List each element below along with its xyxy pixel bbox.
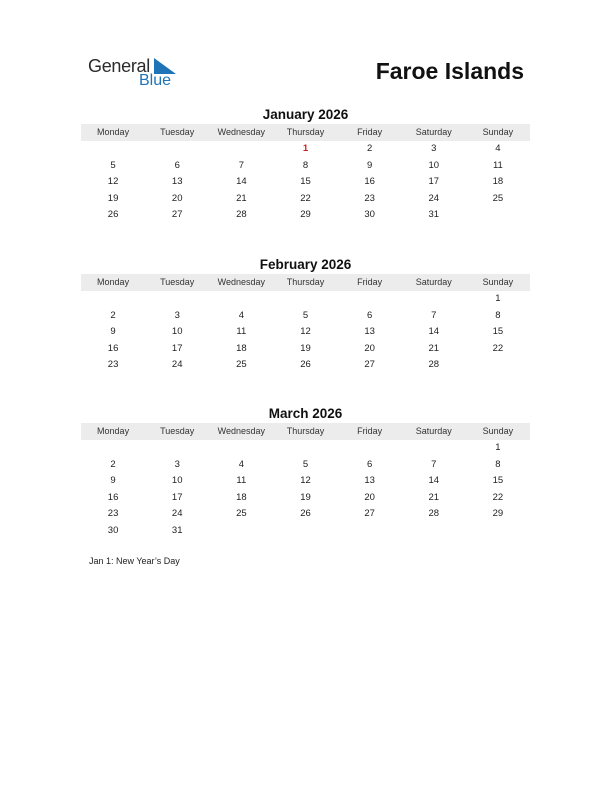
day-cell: 13 [364,475,375,487]
weekday-label: Thursday [286,127,325,137]
day-cell: 20 [364,491,375,503]
day-cell: 4 [495,143,501,154]
weekday-label: Friday [357,277,383,287]
day-cell: 30 [364,209,375,221]
holiday-note: Jan 1: New Year’s Day [89,556,180,566]
empty-day-cell [338,440,402,457]
day-cell: 22 [492,342,504,354]
month-calendar-february [81,256,530,374]
day-cell: 8 [302,159,309,171]
day-cell: 12 [300,326,311,338]
day-cell: 24 [428,192,440,204]
day-cell: 31 [428,209,440,221]
day-cell: 1 [495,293,501,304]
day-cell: 17 [171,491,183,503]
empty-day-cell [402,291,466,308]
day-cell: 10 [171,475,183,487]
month-title: March 2026 [268,406,343,421]
day-cell: 14 [236,176,247,188]
empty-day-cell [338,523,402,540]
week-row [81,473,530,490]
day-cell: 9 [110,326,116,338]
empty-day-cell [145,291,209,308]
weekday-header-row [81,274,530,291]
day-cell: 2 [110,309,116,321]
day-cell: 25 [236,508,247,520]
holiday-notes [89,556,180,566]
day-cell: 10 [428,159,440,171]
day-cell: 12 [300,475,311,487]
logo-text-general: General [88,56,150,76]
country-title: Faroe Islands [375,58,524,84]
day-cell: 28 [236,209,247,221]
day-cell: 2 [366,143,373,154]
month-title: February 2026 [259,257,352,272]
day-cell: 19 [300,491,311,503]
day-cell: 27 [364,508,375,520]
day-cell: 19 [107,192,119,204]
day-cell: 4 [238,458,244,470]
day-cell: 18 [236,491,247,503]
empty-day-cell [273,440,337,457]
week-row [81,207,530,224]
empty-day-cell [81,291,145,308]
day-cell: 21 [428,491,440,503]
day-cell: 6 [366,309,373,321]
weekday-label: Sunday [482,277,514,287]
day-cell: 3 [174,458,180,470]
day-cell: 13 [364,326,375,338]
day-cell: 4 [238,309,244,321]
week-row [81,490,530,507]
day-cell: 14 [428,475,440,487]
day-cell: 1 [495,442,501,453]
weekday-label: Monday [97,127,130,137]
week-row [81,523,530,540]
day-cell: 30 [107,524,119,536]
day-cell: 5 [110,159,116,171]
weekday-label: Sunday [482,127,514,137]
empty-day-cell [466,523,530,540]
day-cell: 1 [302,143,309,154]
day-cell: 23 [364,192,375,204]
day-cell: 26 [300,508,311,520]
day-cell: 10 [171,326,183,338]
brand-logo [88,56,188,92]
day-cell: 3 [174,309,180,321]
day-cell: 22 [492,491,504,503]
month-calendar-march [81,405,530,540]
day-cell: 16 [107,342,119,354]
day-cell: 8 [495,309,501,321]
week-row [81,158,530,175]
week-row [81,174,530,191]
week-row [81,324,530,341]
weekday-label: Wednesday [217,127,266,137]
day-cell: 27 [171,209,183,221]
weekday-label: Monday [97,277,130,287]
weekday-label: Saturday [415,127,452,137]
week-row [81,506,530,523]
empty-day-cell [209,440,273,457]
weekday-header-row [81,124,530,141]
day-cell: 14 [428,326,440,338]
empty-day-cell [402,523,466,540]
logo-text-blue: Blue [139,72,172,89]
weekday-label: Saturday [415,426,452,436]
day-cell: 12 [107,176,119,188]
day-cell: 7 [431,458,437,470]
day-cell: 29 [300,209,311,221]
empty-day-cell [209,141,273,158]
day-cell: 2 [110,458,116,470]
day-cell: 31 [171,524,183,536]
weekday-label: Tuesday [160,277,195,287]
empty-day-cell [402,440,466,457]
day-cell: 6 [366,458,373,470]
day-cell: 25 [492,192,504,204]
week-row [81,291,530,308]
day-cell: 8 [495,458,501,470]
day-cell: 9 [110,475,116,487]
day-cell: 26 [107,209,119,221]
day-cell: 5 [302,458,309,470]
empty-day-cell [466,357,530,374]
empty-day-cell [145,440,209,457]
day-cell: 11 [236,326,247,338]
day-cell: 18 [236,342,247,354]
weekday-label: Wednesday [217,277,266,287]
day-cell: 21 [236,192,247,204]
weekday-label: Tuesday [160,426,195,436]
day-cell: 26 [300,359,311,371]
empty-day-cell [81,440,145,457]
week-row [81,141,530,158]
day-cell: 22 [300,192,311,204]
week-row [81,341,530,358]
day-cell: 17 [171,342,183,354]
week-row [81,191,530,208]
empty-day-cell [338,291,402,308]
empty-day-cell [209,523,273,540]
day-cell: 9 [366,159,373,171]
day-cell: 27 [364,359,375,371]
weekday-label: Thursday [286,277,325,287]
weekday-label: Wednesday [217,426,266,436]
day-cell: 29 [492,508,504,520]
day-cell: 15 [492,326,504,338]
empty-day-cell [209,291,273,308]
empty-day-cell [466,207,530,224]
day-cell: 13 [171,176,183,188]
day-cell: 28 [428,508,440,520]
day-cell: 16 [364,176,375,188]
day-cell: 24 [171,508,183,520]
empty-day-cell [273,523,337,540]
day-cell: 16 [107,491,119,503]
day-cell: 21 [428,342,440,354]
day-cell: 15 [300,176,311,188]
day-cell: 7 [238,159,244,171]
weekday-label: Sunday [482,426,514,436]
weekday-label: Friday [357,127,383,137]
weekday-header-row [81,423,530,440]
day-cell: 15 [492,475,504,487]
day-cell: 19 [300,342,311,354]
day-cell: 23 [107,508,119,520]
empty-day-cell [81,141,145,158]
day-cell: 28 [428,359,440,371]
week-row [81,440,530,457]
day-cell: 11 [492,159,503,171]
week-row [81,308,530,325]
weekday-label: Monday [97,426,130,436]
day-cell: 25 [236,359,247,371]
month-title: January 2026 [262,107,349,122]
day-cell: 11 [236,475,247,487]
day-cell: 20 [364,342,375,354]
day-cell: 24 [171,359,183,371]
week-row [81,357,530,374]
empty-day-cell [145,141,209,158]
day-cell: 23 [107,359,119,371]
week-row [81,457,530,474]
day-cell: 6 [174,159,180,171]
day-cell: 17 [428,176,440,188]
day-cell: 20 [171,192,183,204]
weekday-label: Tuesday [160,127,195,137]
day-cell: 3 [431,143,437,154]
month-calendar-january [81,106,530,224]
weekday-label: Friday [357,426,383,436]
weekday-label: Saturday [415,277,452,287]
weekday-label: Thursday [286,426,325,436]
day-cell: 7 [431,309,437,321]
empty-day-cell [273,291,337,308]
day-cell: 18 [492,176,504,188]
day-cell: 5 [302,309,309,321]
